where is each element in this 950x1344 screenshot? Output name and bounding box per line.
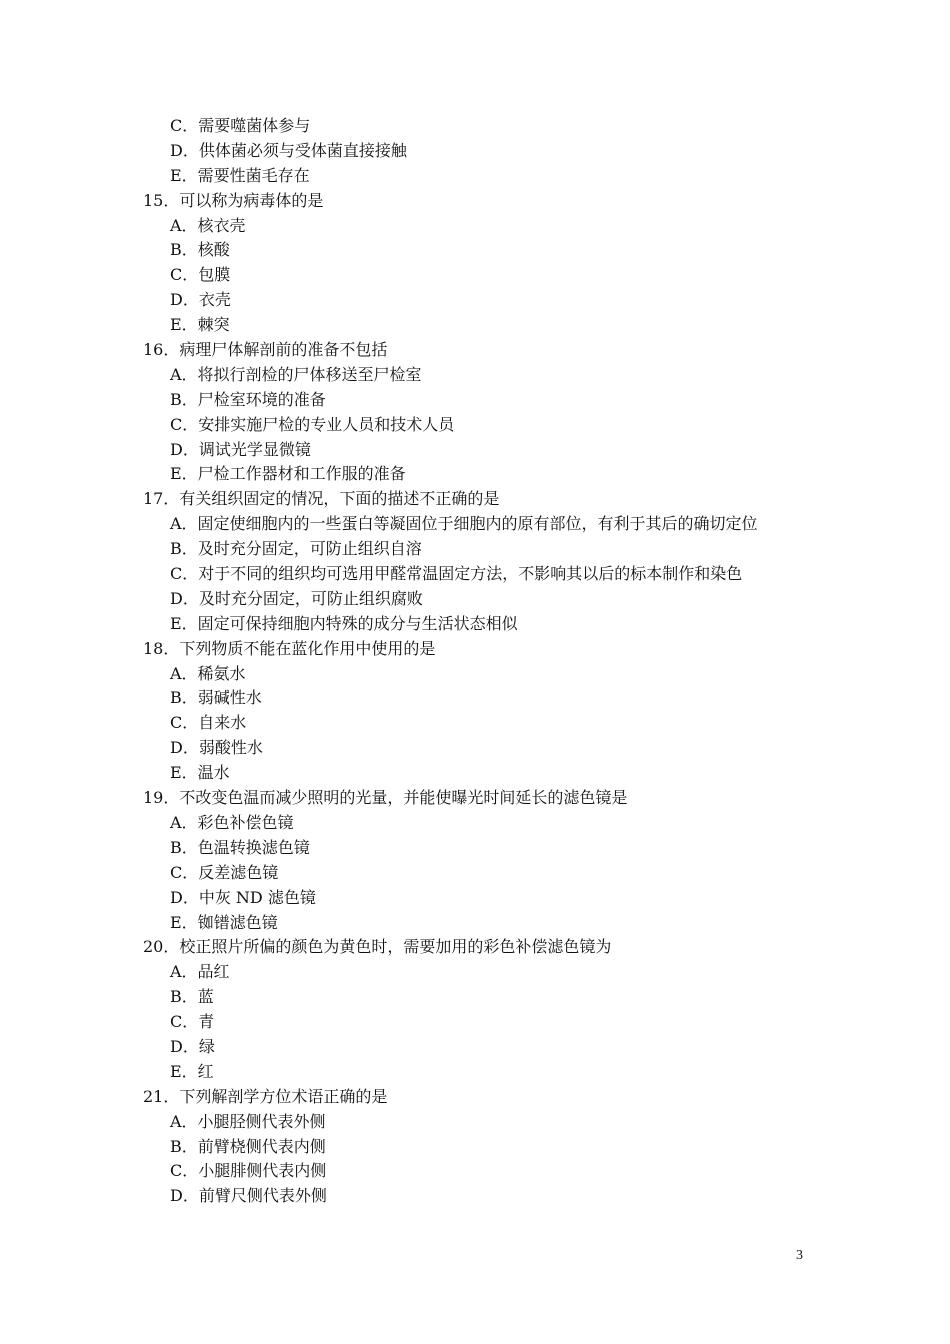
answer-option: D．供体菌必须与受体菌直接接触 — [170, 140, 407, 160]
answer-option: D．绿 — [170, 1036, 215, 1056]
answer-option: E．温水 — [170, 763, 230, 783]
question-stem: 19．不改变色温而减少照明的光量，并能使曝光时间延长的滤色镜是 — [143, 788, 628, 808]
answer-option: C．反差滤色镜 — [170, 862, 279, 882]
answer-option: C．小腿腓侧代表内侧 — [170, 1161, 327, 1181]
answer-option: A．固定使细胞内的一些蛋白等凝固位于细胞内的原有部位，有利于其后的确切定位 — [170, 514, 758, 534]
answer-option: A．核衣壳 — [170, 215, 246, 235]
page-number: 3 — [796, 1248, 803, 1263]
answer-option: B．弱碱性水 — [170, 688, 262, 708]
question-list — [143, 114, 833, 1209]
answer-option: A．稀氨水 — [170, 663, 246, 683]
question-stem: 15．可以称为病毒体的是 — [143, 190, 324, 210]
question-stem: 18．下列物质不能在蓝化作用中使用的是 — [143, 638, 436, 658]
answer-option: D．中灰 ND 滤色镜 — [170, 887, 316, 907]
answer-option: B．蓝 — [170, 987, 214, 1007]
answer-option: C．自来水 — [170, 713, 247, 733]
answer-option: C．安排实施尸检的专业人员和技术人员 — [170, 414, 455, 434]
answer-option: E．尸检工作器材和工作服的准备 — [170, 464, 406, 484]
answer-option: C．对于不同的组织均可选用甲醛常温固定方法，不影响其以后的标本制作和染色 — [170, 564, 743, 584]
answer-option: A．小腿胫侧代表外侧 — [170, 1111, 326, 1131]
answer-option: B．色温转换滤色镜 — [170, 837, 310, 857]
answer-option: D．调试光学显微镜 — [170, 439, 311, 459]
answer-option: E．棘突 — [170, 315, 230, 335]
answer-option: A．彩色补偿色镜 — [170, 812, 294, 832]
answer-option: E．铷镨滤色镜 — [170, 912, 278, 932]
question-stem: 20．校正照片所偏的颜色为黄色时，需要加用的彩色补偿滤色镜为 — [143, 937, 612, 957]
question-stem: 17．有关组织固定的情况，下面的描述不正确的是 — [143, 489, 500, 509]
question-stem: 21．下列解剖学方位术语正确的是 — [143, 1086, 388, 1106]
answer-option: D．及时充分固定，可防止组织腐败 — [170, 588, 423, 608]
answer-option: B．核酸 — [170, 240, 230, 260]
answer-option: D．弱酸性水 — [170, 738, 263, 758]
answer-option: D．衣壳 — [170, 290, 231, 310]
answer-option: E．固定可保持细胞内特殊的成分与生活状态相似 — [170, 613, 518, 633]
answer-option: C．需要噬菌体参与 — [170, 116, 311, 135]
answer-option: E．红 — [170, 1061, 214, 1081]
answer-option: C．包膜 — [170, 265, 231, 285]
answer-option: A．品红 — [170, 962, 230, 982]
answer-option: D．前臂尺侧代表外侧 — [170, 1186, 327, 1206]
answer-option: B．尸检室环境的准备 — [170, 389, 326, 409]
answer-option: B．前臂桡侧代表内侧 — [170, 1136, 326, 1156]
question-stem: 16．病理尸体解剖前的准备不包括 — [143, 340, 388, 360]
answer-option: B．及时充分固定，可防止组织自溶 — [170, 539, 422, 559]
answer-option: A．将拟行剖检的尸体移送至尸检室 — [170, 364, 422, 384]
answer-option: C．青 — [170, 1012, 215, 1032]
answer-option: E．需要性菌毛存在 — [170, 165, 310, 185]
